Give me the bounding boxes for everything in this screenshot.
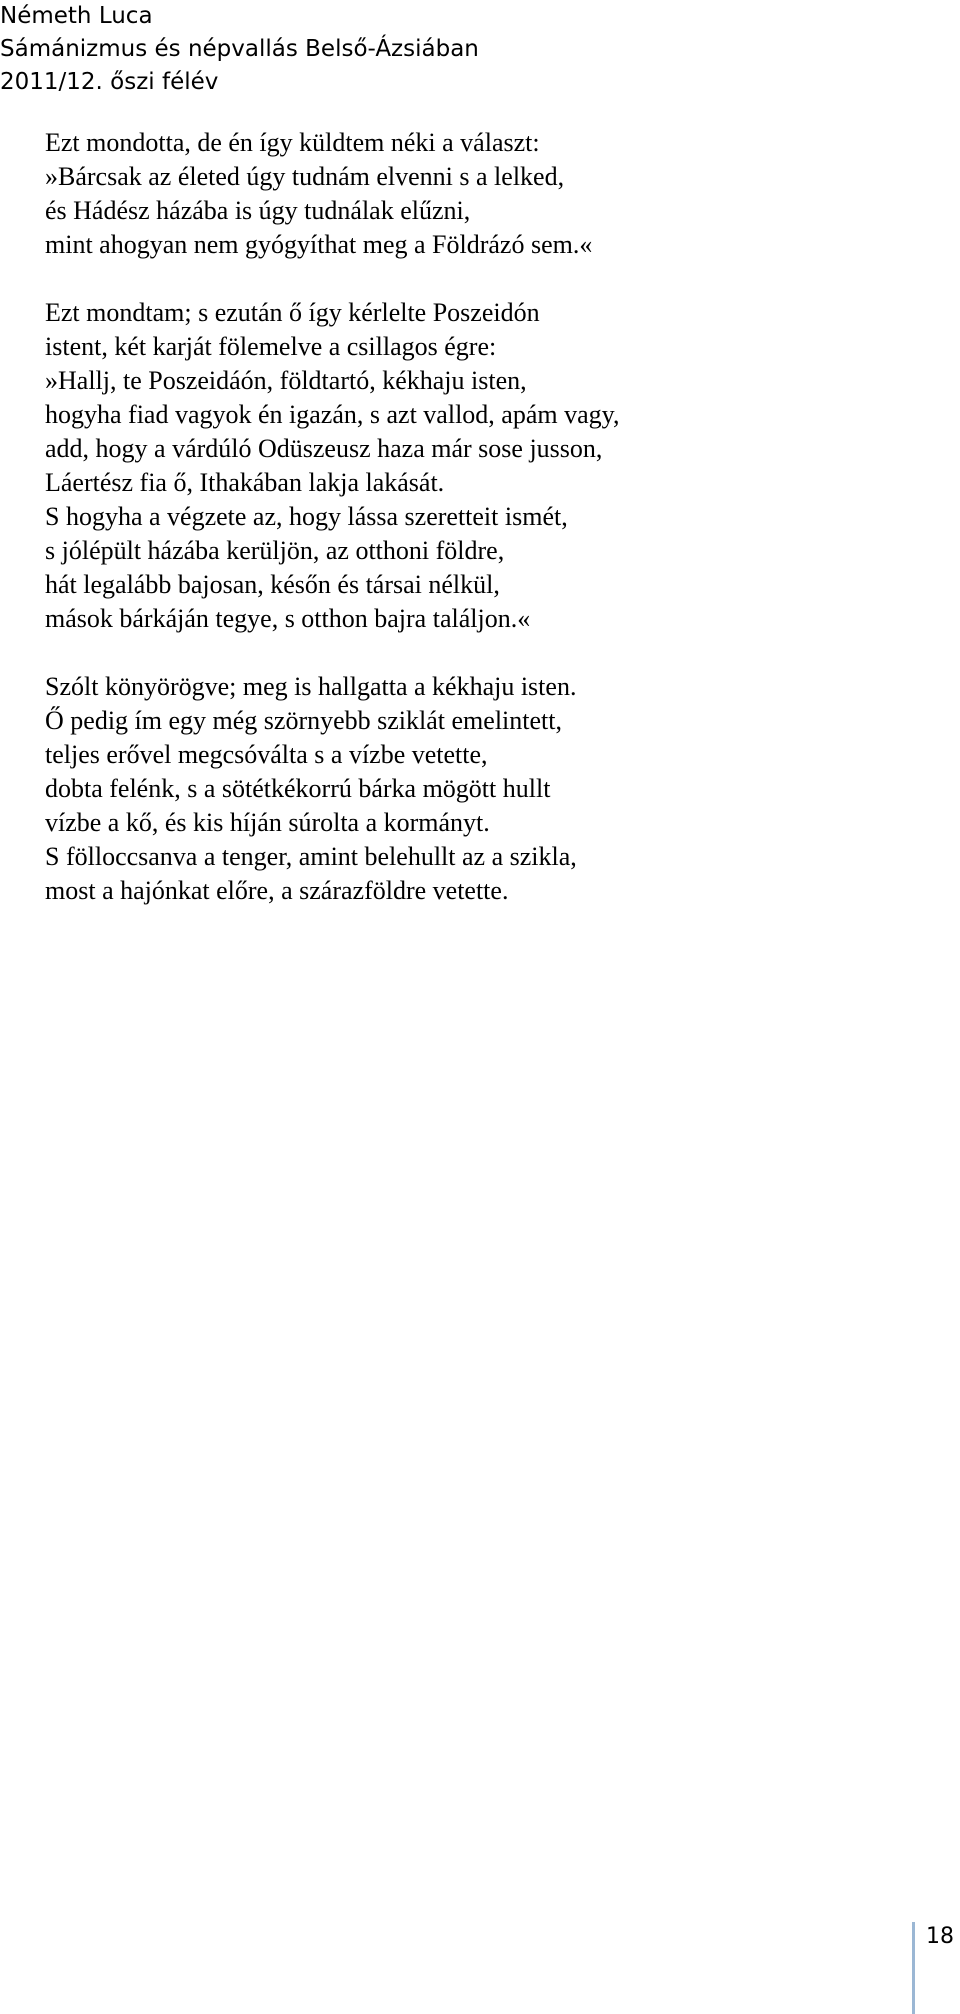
poem-line: Ezt mondotta, de én így küldtem néki a választ: xyxy=(45,128,540,157)
poem-line: »Bárcsak az életed úgy tudnám elvenni s a lelked, xyxy=(45,162,565,191)
page-number-rule xyxy=(912,1922,915,2014)
poem-line: add, hogy a várdúló Odüszeusz haza már sose jusson, xyxy=(45,434,603,463)
poem-line: hogyha fiad vagyok én igazán, s azt vallod, apám vagy, xyxy=(45,400,620,429)
page-footer xyxy=(912,1922,960,2014)
stanza-2 xyxy=(45,296,925,636)
poem-line: vízbe a kő, és kis híján súrolta a kormányt. xyxy=(45,808,490,837)
poem-line: s jólépült házába kerüljön, az otthoni földre, xyxy=(45,536,505,565)
poem-line: istent, két karját fölemelve a csillagos égre: xyxy=(45,332,497,361)
page-header xyxy=(0,0,479,99)
poem-line: most a hajónkat előre, a szárazföldre vetette. xyxy=(45,876,509,905)
stanza-gap xyxy=(45,636,925,670)
stanza-3 xyxy=(45,670,925,908)
poem-line: dobta felénk, s a sötétkékorrú bárka mögött hullt xyxy=(45,774,551,803)
header-semester: 2011/12. őszi félév xyxy=(0,69,219,95)
stanza-1 xyxy=(45,126,925,262)
poem-line: mások bárkáján tegye, s otthon bajra találjon.« xyxy=(45,604,531,633)
poem-line: mint ahogyan nem gyógyíthat meg a Földrázó sem.« xyxy=(45,230,593,259)
header-author: Németh Luca xyxy=(0,3,153,29)
poem-body xyxy=(45,126,925,908)
poem-line: és Hádész házába is úgy tudnálak elűzni, xyxy=(45,196,471,225)
header-course: Sámánizmus és népvallás Belső-Ázsiában xyxy=(0,36,479,62)
poem-line: Szólt könyörögve; meg is hallgatta a kékhaju isten. xyxy=(45,672,577,701)
poem-line: Ő pedig ím egy még szörnyebb sziklát emelintett, xyxy=(45,706,562,735)
poem-line: hát legalább bajosan, későn és társai nélkül, xyxy=(45,570,500,599)
page-number: 18 xyxy=(926,1924,954,1949)
poem-line: Ezt mondtam; s ezután ő így kérlelte Poszeidón xyxy=(45,298,540,327)
stanza-gap xyxy=(45,262,925,296)
poem-line: Láertész fia ő, Ithakában lakja lakását. xyxy=(45,468,445,497)
poem-line: S hogyha a végzete az, hogy lássa szeretteit ismét, xyxy=(45,502,568,531)
poem-line: teljes erővel megcsóválta s a vízbe vetette, xyxy=(45,740,488,769)
poem-line: S fölloccsanva a tenger, amint belehullt az a szikla, xyxy=(45,842,577,871)
poem-line: »Hallj, te Poszeidáón, földtartó, kékhaju isten, xyxy=(45,366,527,395)
